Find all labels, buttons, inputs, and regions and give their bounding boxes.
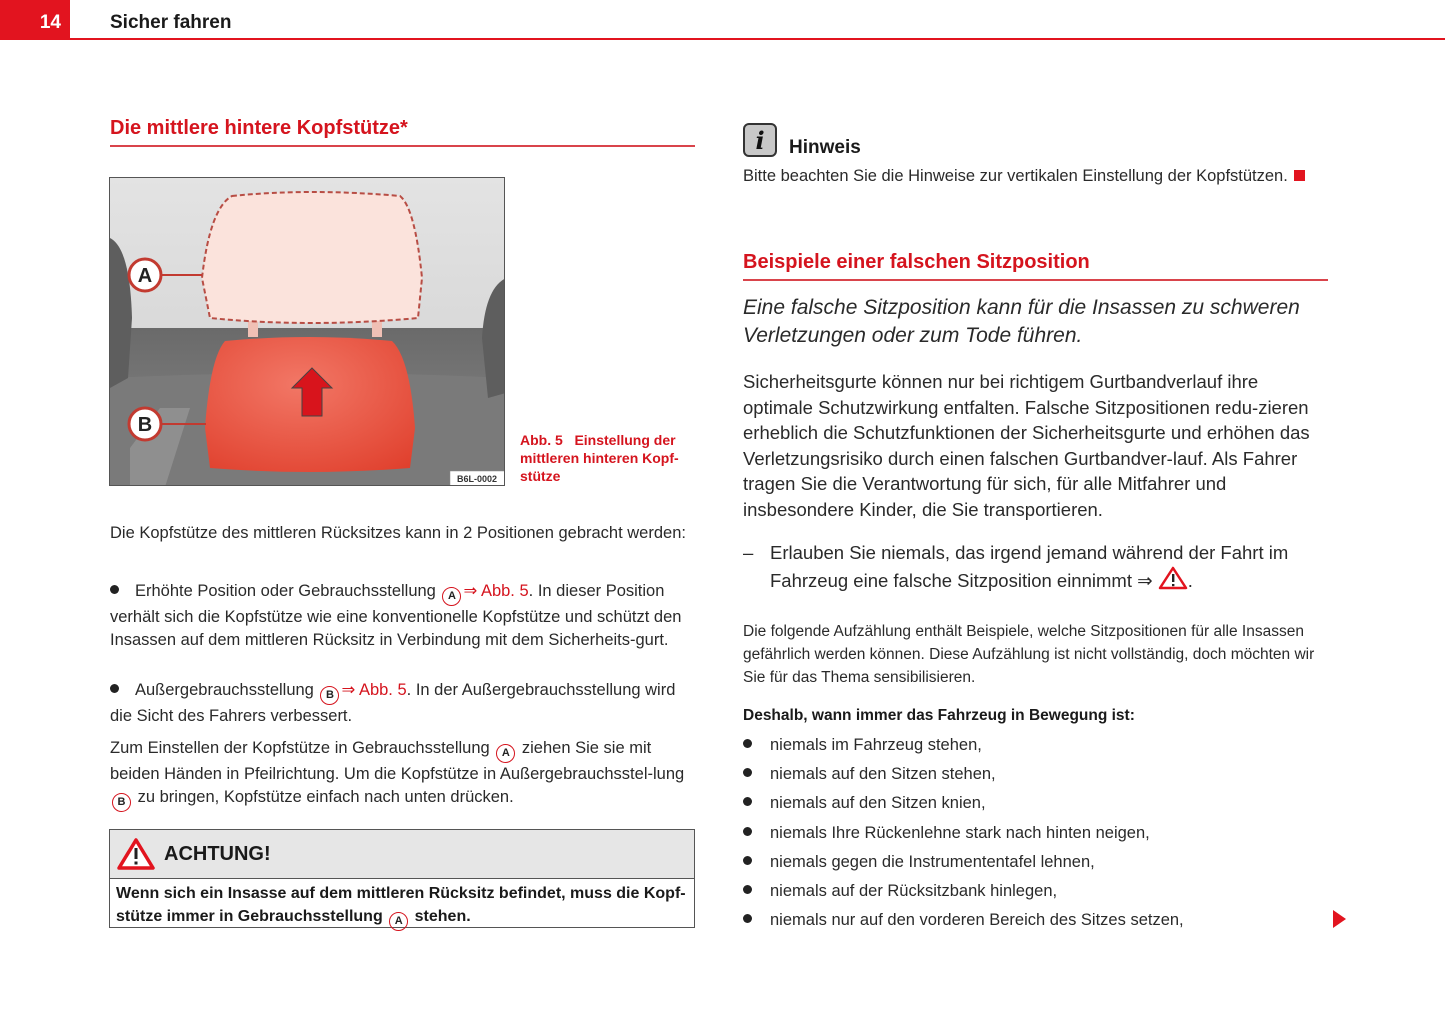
warning-link-icon[interactable] [1158,566,1188,590]
section-rule [743,279,1328,281]
marker-a-icon: A [442,587,461,606]
list-item: niemals auf den Sitzen stehen, [743,762,1184,791]
hint-text: Bitte beachten Sie die Hinweise zur vertikalen Einstellung der Kopfstützen. [743,165,1343,188]
bullet-icon [743,856,752,865]
bullet-item-nonuse-position: Außergebrauchsstellung B ⇒ Abb. 5. In der Außergebrauchsstellung wird die Sicht des Fahrers verbessert. [110,681,676,725]
bullet-item-use-position: Erhöhte Position oder Gebrauchsstellung A ⇒ Abb. 5. In dieser Position verhält sich die Kopfstütze wie eine konventionelle Kopfstütze und schützt den Insassen auf dem mittleren Rücksitz in Verbindung mit dem Sicherheits-gurt. [110,582,682,649]
warning-box [109,829,695,928]
section-rule [110,145,695,147]
svg-text:B: B [137,414,153,436]
hint-title: Hinweis [789,137,861,158]
marker-b-icon: B [320,686,339,705]
lead-italic: Eine falsche Sitzposition kann für die Insassen zu schweren Verletzungen oder zum Tode führen. [743,296,1300,347]
figure-headrest [109,177,505,486]
page-number: 14 [0,0,70,40]
bullet-icon [110,684,119,693]
chapter-title: Sicher fahren [110,12,232,33]
svg-text:A: A [137,265,153,287]
adjust-paragraph: Zum Einstellen der Kopfstütze in Gebrauchsstellung A ziehen Sie sie mit beiden Händen in Pfeilrichtung. Um die Kopfstütze in Außergebrauchsstel-lung B zu bringen, Kopfstütze einfach nach unten drücken. [110,737,695,812]
page-header [0,0,1445,42]
caption-text: Einstellung der mittleren hinteren Kopf-stütze [520,432,679,484]
never-list [743,733,1184,937]
caption-label: Abb. 5 [520,432,563,448]
marker-a-icon: A [496,744,515,763]
svg-text:B6L-0002: B6L-0002 [456,474,498,484]
bullet-icon [743,797,752,806]
bullet-icon [110,585,119,594]
list-item: niemals nur auf den vorderen Bereich des Sitzes setzen, [743,908,1184,937]
bullet-icon [743,885,752,894]
marker-a-icon: A [389,912,408,931]
section-title-headrest: Die mittlere hintere Kopfstütze* [110,117,408,139]
warning-header [110,830,694,879]
list-item: niemals Ihre Rückenlehne stark nach hinten neigen, [743,821,1184,850]
warning-triangle-icon [116,837,156,871]
list-item: niemals auf den Sitzen knien, [743,791,1184,820]
dash-item-instruction: – Erlauben Sie niemals, das irgend jemand während der Fahrt im Fahrzeug eine falsche Sitzposition einnimmt ⇒ . [743,542,1289,591]
header-rule [70,38,1445,40]
warning-text: Wenn sich ein Insasse auf dem mittleren Rücksitz befindet, muss die Kopf-stütze immer in Gebrauchsstellung A stehen. [110,879,694,934]
intro-paragraph: Die Kopfstütze des mittleren Rücksitzes kann in 2 Positionen gebracht werden: [110,524,686,542]
end-marker-icon [1294,170,1305,181]
list-heading: Deshalb, wann immer das Fahrzeug in Bewegung ist: [743,707,1135,724]
bullet-icon [743,914,752,923]
headrest-illustration [110,178,505,486]
continue-arrow-icon [1333,910,1346,928]
bullet-icon [743,739,752,748]
figure-caption [520,431,695,485]
bullet-icon [743,768,752,777]
bullet-icon [743,827,752,836]
list-item: niemals gegen die Instrumententafel lehnen, [743,850,1184,879]
list-item: niemals im Fahrzeug stehen, [743,733,1184,762]
warning-title: ACHTUNG! [164,842,271,865]
list-item: niemals auf der Rücksitzbank hinlegen, [743,879,1184,908]
figure-link[interactable]: ⇒ Abb. 5 [463,582,529,600]
figure-link[interactable]: ⇒ Abb. 5 [341,681,407,699]
seatbelt-paragraph: Sicherheitsgurte können nur bei richtigem Gurtbandverlauf ihre optimale Schutzwirkung entfalten. Falsche Sitzpositionen redu-zieren erheblich die Schutzfunktionen der Sicherheitsgurte und erhöhen das Verletzungsrisiko durch einen falschen Gurtbandver-lauf. Als Fahrer tragen Sie die Verantwortung für sich, für alle Mitfahrer und insbesondere Kinder, die Sie transportieren. [743,371,1310,520]
info-icon: i [743,123,777,157]
marker-b-icon: B [112,793,131,812]
section-title-seating: Beispiele einer falschen Sitzposition [743,251,1090,273]
list-intro-paragraph: Die folgende Aufzählung enthält Beispiele, welche Sitzpositionen für alle Insassen gefährlich werden können. Diese Aufzählung ist nicht vollständig, doch möchten wir Sie für das Thema sensibilisieren. [743,623,1315,686]
